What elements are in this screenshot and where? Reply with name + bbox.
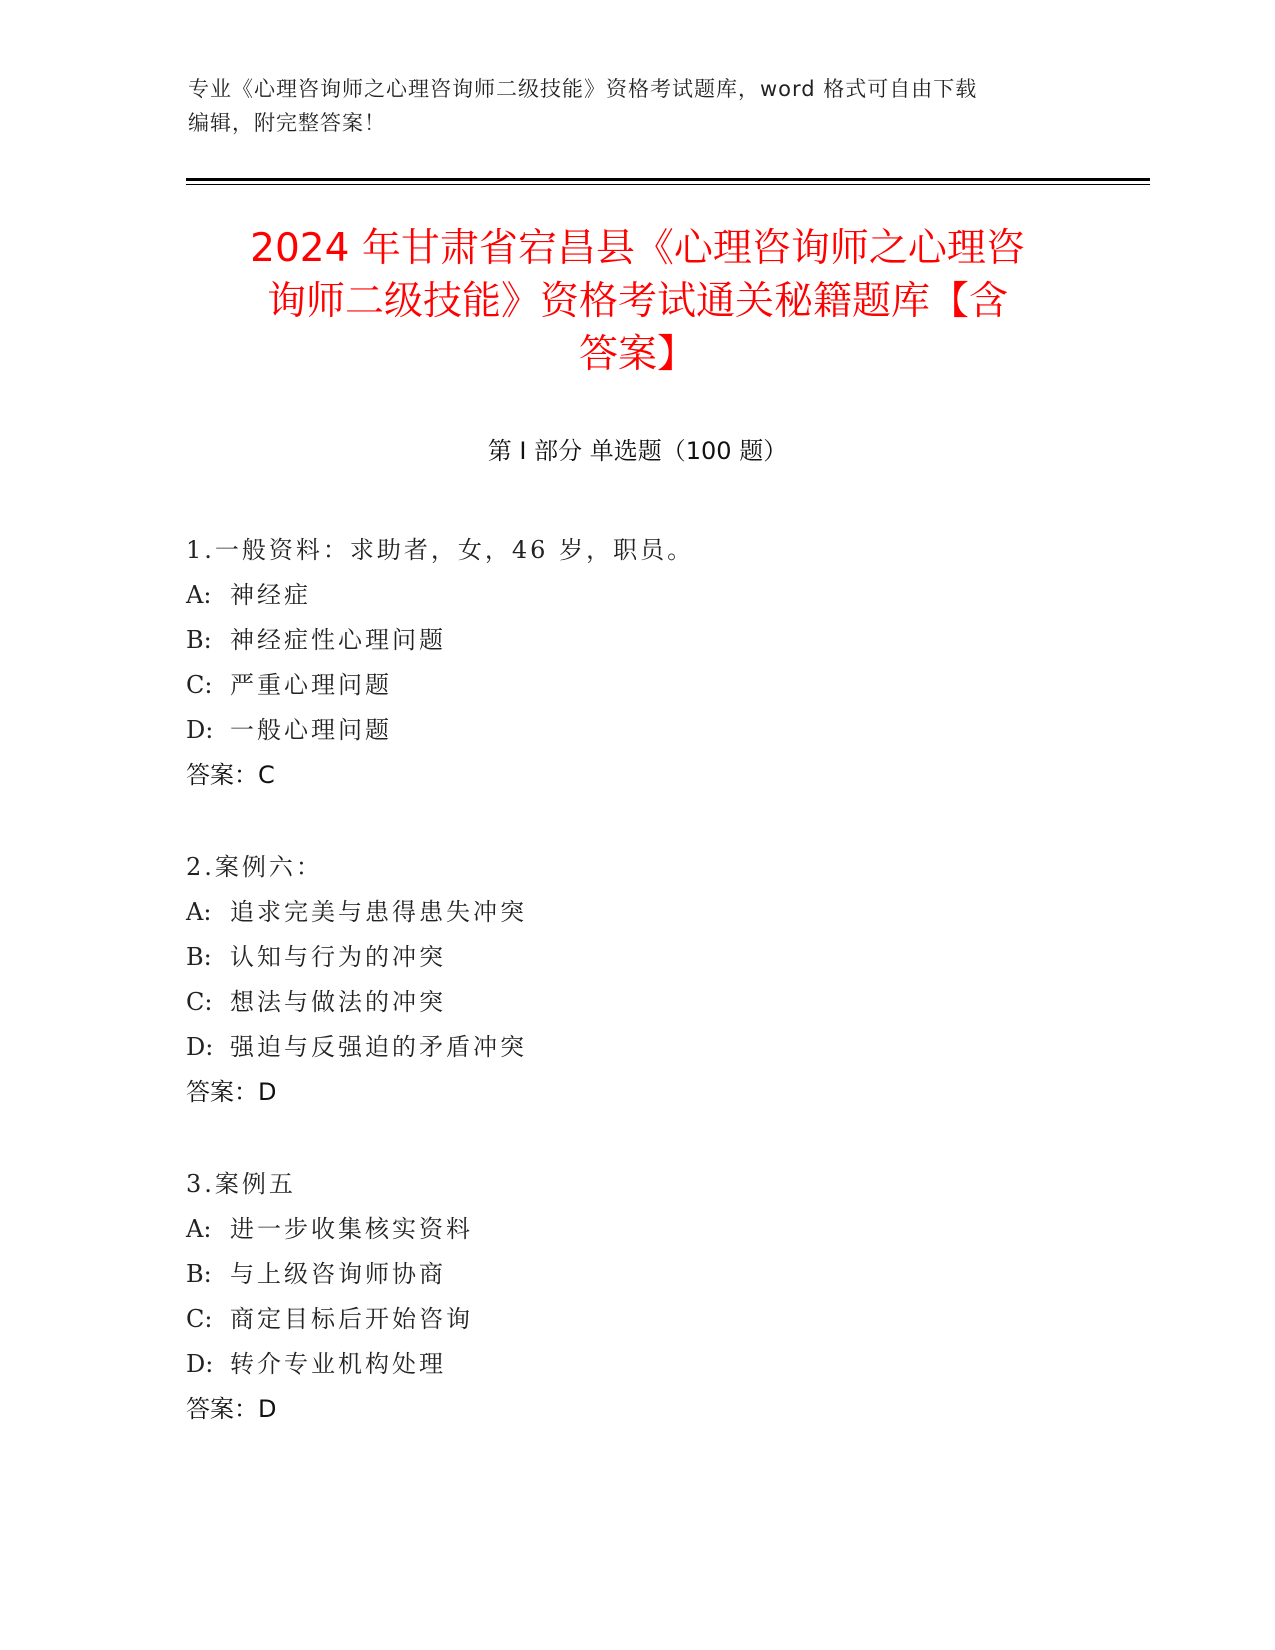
option-a	[186, 573, 1086, 618]
option-letter: D:	[186, 716, 214, 744]
option-text: 进一步收集核实资料	[230, 1215, 473, 1243]
option-text: 严重心理问题	[230, 671, 392, 699]
option-d	[186, 708, 1086, 753]
option-text: 神经症性心理问题	[230, 626, 446, 654]
question-stem: 2.案例六：	[186, 853, 323, 881]
question-stem: 1.一般资料：求助者，女，46 岁，职员。	[186, 536, 695, 564]
document-title-line-2: 询师二级技能》资格考试通关秘籍题库【含	[266, 279, 1008, 324]
option-letter: D:	[186, 1033, 214, 1061]
option-c	[186, 980, 1086, 1025]
option-d	[186, 1025, 1086, 1070]
document-title	[170, 222, 1105, 381]
option-letter: A:	[186, 581, 212, 609]
option-text: 转介专业机构处理	[230, 1350, 446, 1378]
option-a	[186, 1207, 1086, 1252]
answer: 答案：D	[186, 1395, 277, 1423]
question-3	[186, 1162, 1086, 1432]
document-title-line-1: 2024 年甘肃省宕昌县《心理咨询师之心理咨	[250, 226, 1025, 271]
option-c	[186, 1297, 1086, 1342]
option-c	[186, 663, 1086, 708]
answer: 答案：C	[186, 761, 275, 789]
option-b	[186, 935, 1086, 980]
option-text: 与上级咨询师协商	[230, 1260, 446, 1288]
option-text: 认知与行为的冲突	[230, 943, 446, 971]
header-note-line-2: 编辑，附完整答案！	[188, 111, 386, 135]
option-b	[186, 618, 1086, 663]
option-letter: B:	[186, 1260, 212, 1288]
option-text: 追求完美与患得患失冲突	[230, 898, 527, 926]
option-a	[186, 890, 1086, 935]
header-rule-thin	[186, 184, 1150, 185]
option-text: 一般心理问题	[230, 716, 392, 744]
section-title: 第 I 部分 单选题（100 题）	[487, 437, 788, 465]
answer: 答案：D	[186, 1078, 277, 1106]
question-stem: 3.案例五	[186, 1170, 296, 1198]
option-text: 强迫与反强迫的矛盾冲突	[230, 1033, 527, 1061]
option-d	[186, 1342, 1086, 1387]
option-letter: B:	[186, 943, 212, 971]
header-note-line-1: 专业《心理咨询师之心理咨询师二级技能》资格考试题库，word 格式可自由下载	[188, 77, 978, 101]
option-letter: A:	[186, 898, 212, 926]
option-letter: C:	[186, 671, 213, 699]
question-list	[186, 528, 1086, 1479]
question-2	[186, 845, 1086, 1115]
option-text: 商定目标后开始咨询	[230, 1305, 473, 1333]
question-1	[186, 528, 1086, 798]
option-letter: B:	[186, 626, 212, 654]
option-letter: C:	[186, 1305, 213, 1333]
option-b	[186, 1252, 1086, 1297]
option-letter: A:	[186, 1215, 212, 1243]
option-letter: D:	[186, 1350, 214, 1378]
header-rule-thick	[186, 178, 1150, 181]
header-note	[188, 72, 1088, 140]
document-title-line-3: 答案】	[578, 332, 696, 377]
option-text: 神经症	[230, 581, 311, 609]
option-text: 想法与做法的冲突	[230, 988, 446, 1016]
option-letter: C:	[186, 988, 213, 1016]
